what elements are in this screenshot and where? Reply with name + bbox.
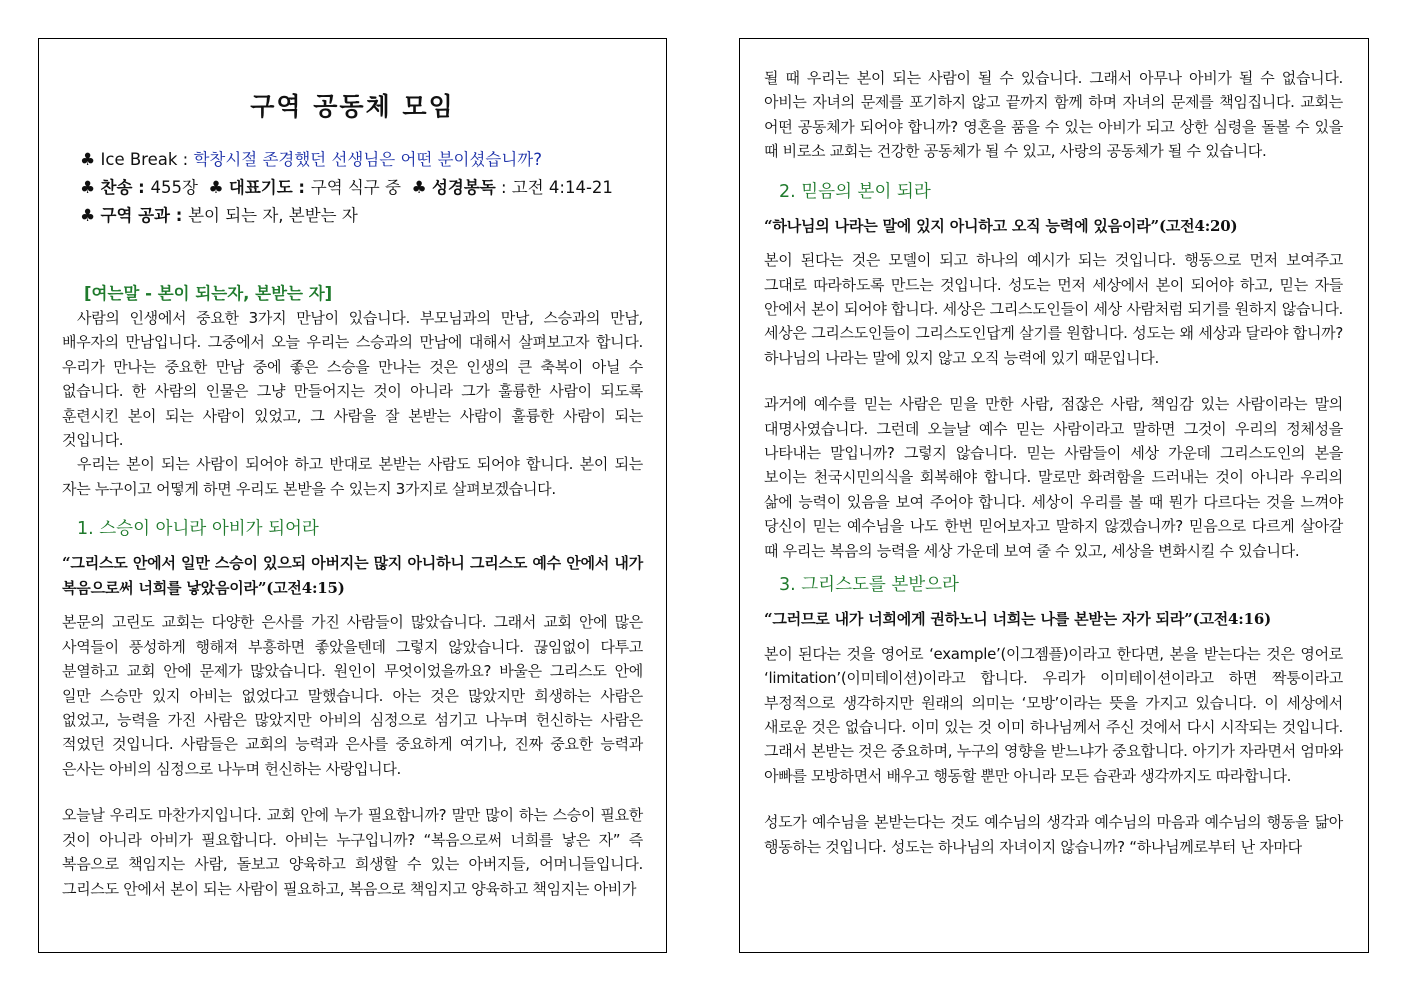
opening-paragraph-2: 우리는 본이 되는 사람이 되어야 하고 반대로 본받는 사람도 되어야 합니다. 본이 되는 자는 누구이고 어떻게 하면 우리도 본받을 수 있는지 3가지로 살펴보겠습니다.: [62, 455, 643, 498]
section-2-paragraph-1: 본이 된다는 것은 모델이 되고 하나의 예시가 되는 것입니다. 행동으로 먼저 보여주고 그대로 따라하도록 만드는 것입니다. 성도는 먼저 세상에서 본이 되어야 하고, 믿는 자들 안에서 본이 되어야 합니다. 세상은 그리스도인들이 세상 사람처럼 되기를 원하지 않습니다. 세상은 그리스도인들이 그리스도인답게 살기를 원합니다. 성도는 왜 세상과 달라야 합니까? 하나님의 나라는 말에 있지 않고 오직 능력에 있기 때문입니다.: [764, 251, 1343, 367]
section-2-paragraph-2: 과거에 예수를 믿는 사람은 믿을 만한 사람, 점잖은 사람, 책임감 있는 사람이라는 말의 대명사였습니다. 그런데 오늘날 예수 믿는 사람이라고 말하면 그것이 우리의 정체성을 나타내는 말입니까? 그렇지 않습니다. 믿는 사람들이 세상 가운데 그리스도인의 본을 보이는 천국시민의식을 회복해야 합니다. 말로만 화려함을 드러내는 것이 아니라 우리의 삶에 능력이 있음을 보여 주어야 합니다. 세상이 우리를 볼 때 뭔가 다르다는 것을 느껴야 당신이 믿는 예수님을 나도 한번 믿어보자고 말하지 않겠습니까? 믿음으로 다르게 살아갈 때 우리는 복음의 능력을 세상 가운데 보여 줄 수 있고, 세상을 변화시킬 수 있습니다.: [764, 395, 1343, 560]
club-icon: ♣: [80, 150, 96, 170]
club-icon: ♣: [80, 206, 96, 226]
icebreak-label: Ice Break: [100, 150, 178, 169]
left-page: [38, 38, 667, 953]
section-3-paragraph-1: 본이 된다는 것을 영어로 ‘example’(이그젬플)이라고 한다면, 본을 받는다는 것은 영어로 ‘limitation’(이미테이션)이라고 합니다. 우리가 이미테이션이라고 하면 짝퉁이라고 부정적으로 생각하지만 원래의 의미는 ‘모방’이라는 뜻을 가지고 있습니다. 이 세상에서 새로운 것은 없습니다. 이미 있는 것 이미 하나님께서 주신 것에서 다시 시작되는 것입니다. 그래서 본받는 것은 중요하며, 누구의 영향을 받느냐가 중요합니다. 아기가 자라면서 엄마와 아빠를 모방하면서 배우고 행동할 뿐만 아니라 모든 습관과 생각까지도 따라합니다.: [764, 644, 1343, 785]
section-3-heading: 3. 그리스도를 본받으라: [779, 575, 959, 596]
hymn-value: 455장: [150, 178, 198, 197]
lesson-label: 구역 공과 :: [100, 206, 189, 225]
icebreak-question: 학창시절 존경했던 선생님은 어떤 분이셨습니까?: [193, 150, 542, 169]
order-line: [80, 174, 643, 202]
page-title: 구역 공동체 모임: [250, 92, 455, 121]
section-1-paragraph-1: 본문의 고린도 교회는 다양한 은사를 가진 사람들이 많았습니다. 그래서 교회 안에 많은 사역들이 풍성하게 행해져 부흥하면 좋았을텐데 그렇지 않았습니다. 끊임없이 다투고 분열하고 교회 안에 문제가 많았습니다. 원인이 무엇이었을까요? 바울은 그리스도 안에 일만 스승만 있지 아비는 없었다고 말했습니다. 아는 것은 많았지만 희생하는 사람은 없었고, 능력을 가진 사람은 많았지만 아비의 심정으로 섬기고 나누며 헌신하는 사람은 적었던 것입니다. 사람들은 교회의 능력과 은사를 중요하게 여기나, 진짜 중요한 능력과 은사는 아비의 심정으로 나누며 헌신하는 사랑입니다.: [62, 613, 643, 778]
club-icon: ♣: [411, 178, 427, 198]
section-1-heading: 1. 스승이 아니라 아비가 되어라: [77, 519, 319, 540]
section-1-verse: “그리스도 안에서 일만 스승이 있으되 아버지는 많지 아니하니 그리스도 예수 안에서 내가 복음으로써 너희를 낳았음이라”(고전4:15): [62, 554, 643, 597]
prayer-label: 대표기도 :: [228, 178, 311, 197]
continued-paragraph: 될 때 우리는 본이 되는 사람이 될 수 있습니다. 그래서 아무나 아비가 될 수 없습니다. 아비는 자녀의 문제를 포기하지 않고 끝까지 함께 하며 자녀의 문제를 책임집니다. 교회는 어떤 공동체가 되어야 합니까? 영혼을 품을 수 있는 아비가 되고 상한 심령을 돌볼 수 있을 때 비로소 교회는 건강한 공동체가 될 수 있고, 사랑의 공동체가 될 수 있습니다.: [764, 69, 1343, 161]
lesson-value: 본이 되는 자, 본받는 자: [188, 206, 358, 225]
right-page: [739, 38, 1369, 953]
club-icon: ♣: [80, 178, 96, 198]
opening-paragraph-1: 사람의 인생에서 중요한 3가지 만남이 있습니다. 부모님과의 만남, 스승과의 만남, 배우자의 만남입니다. 그중에서 오늘 우리는 스승과의 만남에 대해서 살펴보고자 합니다. 우리가 만나는 중요한 만남 중에 좋은 스승을 만나는 것은 인생의 큰 축복이 아닐 수 없습니다. 한 사람의 인물은 그냥 만들어지는 것이 아니라 그가 훌륭한 사람이 되도록 훈련시킨 본이 되는 사람이 있었고, 그 사람을 잘 본받는 사람이 훌륭한 사람이 되는 것입니다.: [62, 309, 643, 450]
meeting-info: [62, 146, 643, 230]
section-2-verse: “하나님의 나라는 말에 있지 아니하고 오직 능력에 있음이라”(고전4:20): [764, 216, 1238, 235]
section-3-verse: “그러므로 내가 너희에게 권하노니 너희는 나를 본받는 자가 되라”(고전4:16): [764, 610, 1271, 629]
club-icon: ♣: [208, 178, 224, 198]
reading-value: 고전 4:14-21: [511, 178, 613, 197]
reading-label: 성경봉독: [431, 178, 496, 197]
prayer-value: 구역 식구 중: [310, 178, 401, 197]
icebreak-separator: :: [177, 150, 194, 169]
reading-separator: :: [495, 178, 512, 197]
opening-heading: [여는말 - 본이 되는자, 본받는 자]: [84, 284, 333, 303]
lesson-line: [80, 202, 643, 230]
section-1-paragraph-2: 오늘날 우리도 마찬가지입니다. 교회 안에 누가 필요합니까? 말만 많이 하는 스승이 필요한 것이 아니라 아비가 필요합니다. 아비는 누구입니까? “복음으로써 너희를 낳은 자” 즉 복음으로 책임지는 사람, 돌보고 양육하고 희생할 수 있는 아버지들, 어머니들입니다. 그리스도 안에서 본이 되는 사람이 필요하고, 복음으로 책임지고 양육하고 책임지는 아비가: [62, 806, 643, 898]
hymn-label: 찬송 :: [100, 178, 151, 197]
icebreak-line: [80, 146, 643, 174]
section-2-heading: 2. 믿음의 본이 되라: [779, 181, 931, 202]
section-3-paragraph-2: 성도가 예수님을 본받는다는 것도 예수님의 생각과 예수님의 마음과 예수님의 행동을 닮아 행동하는 것입니다. 성도는 하나님의 자녀이지 않습니까? “하나님께로부터 난 자마다: [764, 813, 1343, 856]
